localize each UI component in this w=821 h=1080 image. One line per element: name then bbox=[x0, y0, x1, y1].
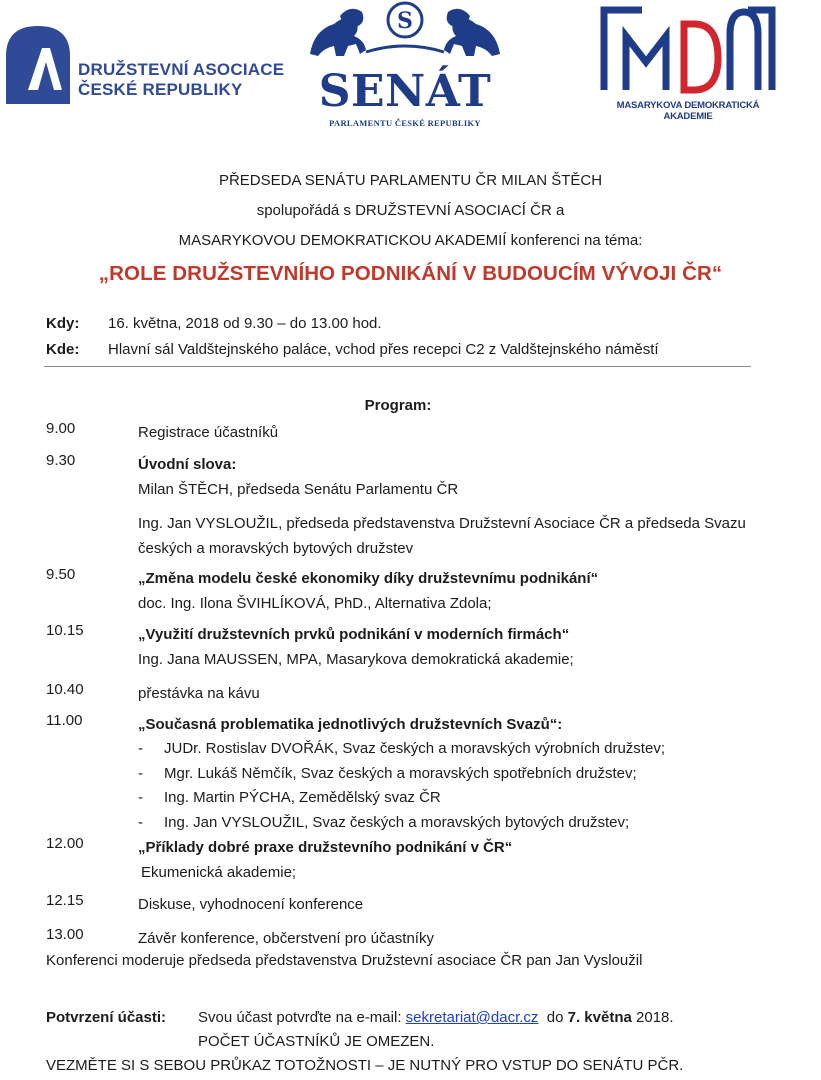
program-topic: „Současná problematika jednotlivých družstevních Svazů“: bbox=[138, 716, 563, 733]
program-speaker: doc. Ing. Ilona ŠVIHLÍKOVÁ, PhD., Alternativa Zdola; bbox=[138, 595, 492, 612]
id-requirement-note: VEZMĚTE SI S SEBOU PRŮKAZ TOTOŽNOSTI – JE NUTNÝ PRO VSTUP DO SENÁTU PČR. bbox=[46, 1057, 684, 1074]
da-emblem-icon bbox=[6, 26, 70, 104]
conference-title: „ROLE DRUŽSTEVNÍHO PODNIKÁNÍ V BUDOUCÍM VÝVOJI ČR“ bbox=[98, 262, 723, 285]
program-time: 12.15 bbox=[46, 892, 84, 909]
dash-marker: - bbox=[138, 813, 143, 831]
program-time: 13.00 bbox=[46, 926, 84, 943]
intro-line-1: PŘEDSEDA SENÁTU PARLAMENTU ČR MILAN ŠTĚCH bbox=[218, 172, 603, 189]
senat-logo-subtitle: PARLAMENTU ČESKÉ REPUBLIKY bbox=[329, 118, 481, 128]
list-item bbox=[138, 762, 798, 787]
email-link[interactable]: sekretariat@dacr.cz bbox=[405, 1009, 539, 1026]
program-topic: Diskuse, vyhodnocení konference bbox=[138, 896, 364, 913]
program-time: 10.15 bbox=[46, 622, 84, 639]
svg-text:S: S bbox=[397, 8, 413, 34]
program-speaker: Milan ŠTĚCH, předseda Senátu Parlamentu ČR bbox=[138, 481, 459, 498]
when-value: 16. května, 2018 od 9.30 – do 13.00 hod. bbox=[108, 315, 382, 332]
program-time: 9.00 bbox=[46, 420, 76, 437]
list-item-text: JUDr. Rostislav DVOŘÁK, Svaz českých a moravských výrobních družstev; bbox=[164, 740, 665, 757]
where-value: Hlavní sál Valdštejnského paláce, vchod přes recepci C2 z Valdštejnského náměstí bbox=[108, 341, 659, 358]
da-logo-line2: ČESKÉ REPUBLIKY bbox=[78, 80, 243, 99]
program-speaker: Ekumenická akademie; bbox=[141, 864, 297, 881]
mda-logo-text: MASARYKOVA DEMOKRATICKÁ AKADEMIE bbox=[616, 100, 760, 122]
list-item bbox=[138, 811, 798, 836]
druzstevni-asociace-logo bbox=[6, 26, 286, 106]
program-time: 12.00 bbox=[46, 835, 84, 852]
list-item-text: Mgr. Lukáš Němčík, Svaz českých a moravských spotřebních družstev; bbox=[164, 764, 637, 782]
program-topic: „Využití družstevních prvků podnikání v moderních firmách“ bbox=[138, 626, 570, 643]
program-topic: Registrace účastníků bbox=[138, 424, 279, 441]
confirmation-mid: do bbox=[538, 1009, 568, 1026]
divider bbox=[44, 366, 751, 367]
moderator-note: Konferenci moderuje předseda představenstva Družstevní asociace ČR pan Jan Vysloužil bbox=[46, 952, 643, 969]
mda-logo bbox=[598, 4, 778, 122]
senat-logo bbox=[300, 0, 510, 130]
where-label: Kde: bbox=[46, 341, 80, 358]
program-time: 9.30 bbox=[46, 452, 76, 469]
dash-marker: - bbox=[138, 740, 143, 757]
program-speaker: Ing. Jana MAUSSEN, MPA, Masarykova demokratická akademie; bbox=[138, 651, 574, 668]
da-logo-line1: DRUŽSTEVNÍ ASOCIACE bbox=[78, 60, 285, 79]
program-speaker: Ing. Jan VYSLOUŽIL, předseda představenstva Družstevní Asociace ČR a předseda Svazu českých a moravských bytových družstev bbox=[138, 515, 746, 557]
list-item bbox=[138, 737, 798, 762]
senat-emblem-icon bbox=[300, 0, 510, 64]
mda-emblem-icon bbox=[598, 4, 778, 100]
intro-line-2: spolupořádá s DRUŽSTEVNÍ ASOCIACÍ ČR a bbox=[256, 202, 565, 219]
program-title: Program: bbox=[364, 397, 432, 414]
program-topic: Úvodní slova: bbox=[138, 456, 237, 473]
confirmation-deadline: 7. května bbox=[567, 1009, 632, 1026]
confirmation-suffix: 2018. bbox=[631, 1009, 674, 1026]
program-topic: „Příklady dobré praxe družstevního podnikání v ČR“ bbox=[138, 839, 513, 856]
confirmation-text bbox=[198, 1009, 674, 1026]
capacity-note: POČET ÚČASTNÍKŮ JE OMEZEN. bbox=[198, 1033, 435, 1050]
dash-marker: - bbox=[138, 789, 143, 806]
program-time: 11.00 bbox=[46, 712, 83, 729]
list-item bbox=[138, 786, 798, 811]
list-item-text: Ing. Martin PÝCHA, Zemědělský svaz ČR bbox=[164, 789, 441, 806]
program-time: 10.40 bbox=[46, 681, 84, 698]
confirmation-label: Potvrzení účasti: bbox=[46, 1009, 167, 1026]
program-time: 9.50 bbox=[46, 566, 76, 583]
list-item-text: Ing. Jan VYSLOUŽIL, Svaz českých a moravských bytových družstev; bbox=[164, 813, 630, 831]
senat-logo-word: SENÁT bbox=[318, 66, 492, 117]
program-topic: přestávka na kávu bbox=[138, 685, 260, 702]
when-label: Kdy: bbox=[46, 315, 80, 332]
confirmation-prefix: Svou účast potvrďte na e-mail: bbox=[198, 1009, 406, 1026]
program-topic: Závěr konference, občerstvení pro účastníky bbox=[138, 930, 434, 947]
program-topic: „Změna modelu české ekonomiky díky družstevnímu podnikání“ bbox=[138, 570, 599, 587]
intro-line-3: MASARYKOVOU DEMOKRATICKOU AKADEMIÍ konferenci na téma: bbox=[178, 232, 643, 249]
dash-marker: - bbox=[138, 764, 143, 782]
da-logo-text bbox=[78, 60, 284, 100]
